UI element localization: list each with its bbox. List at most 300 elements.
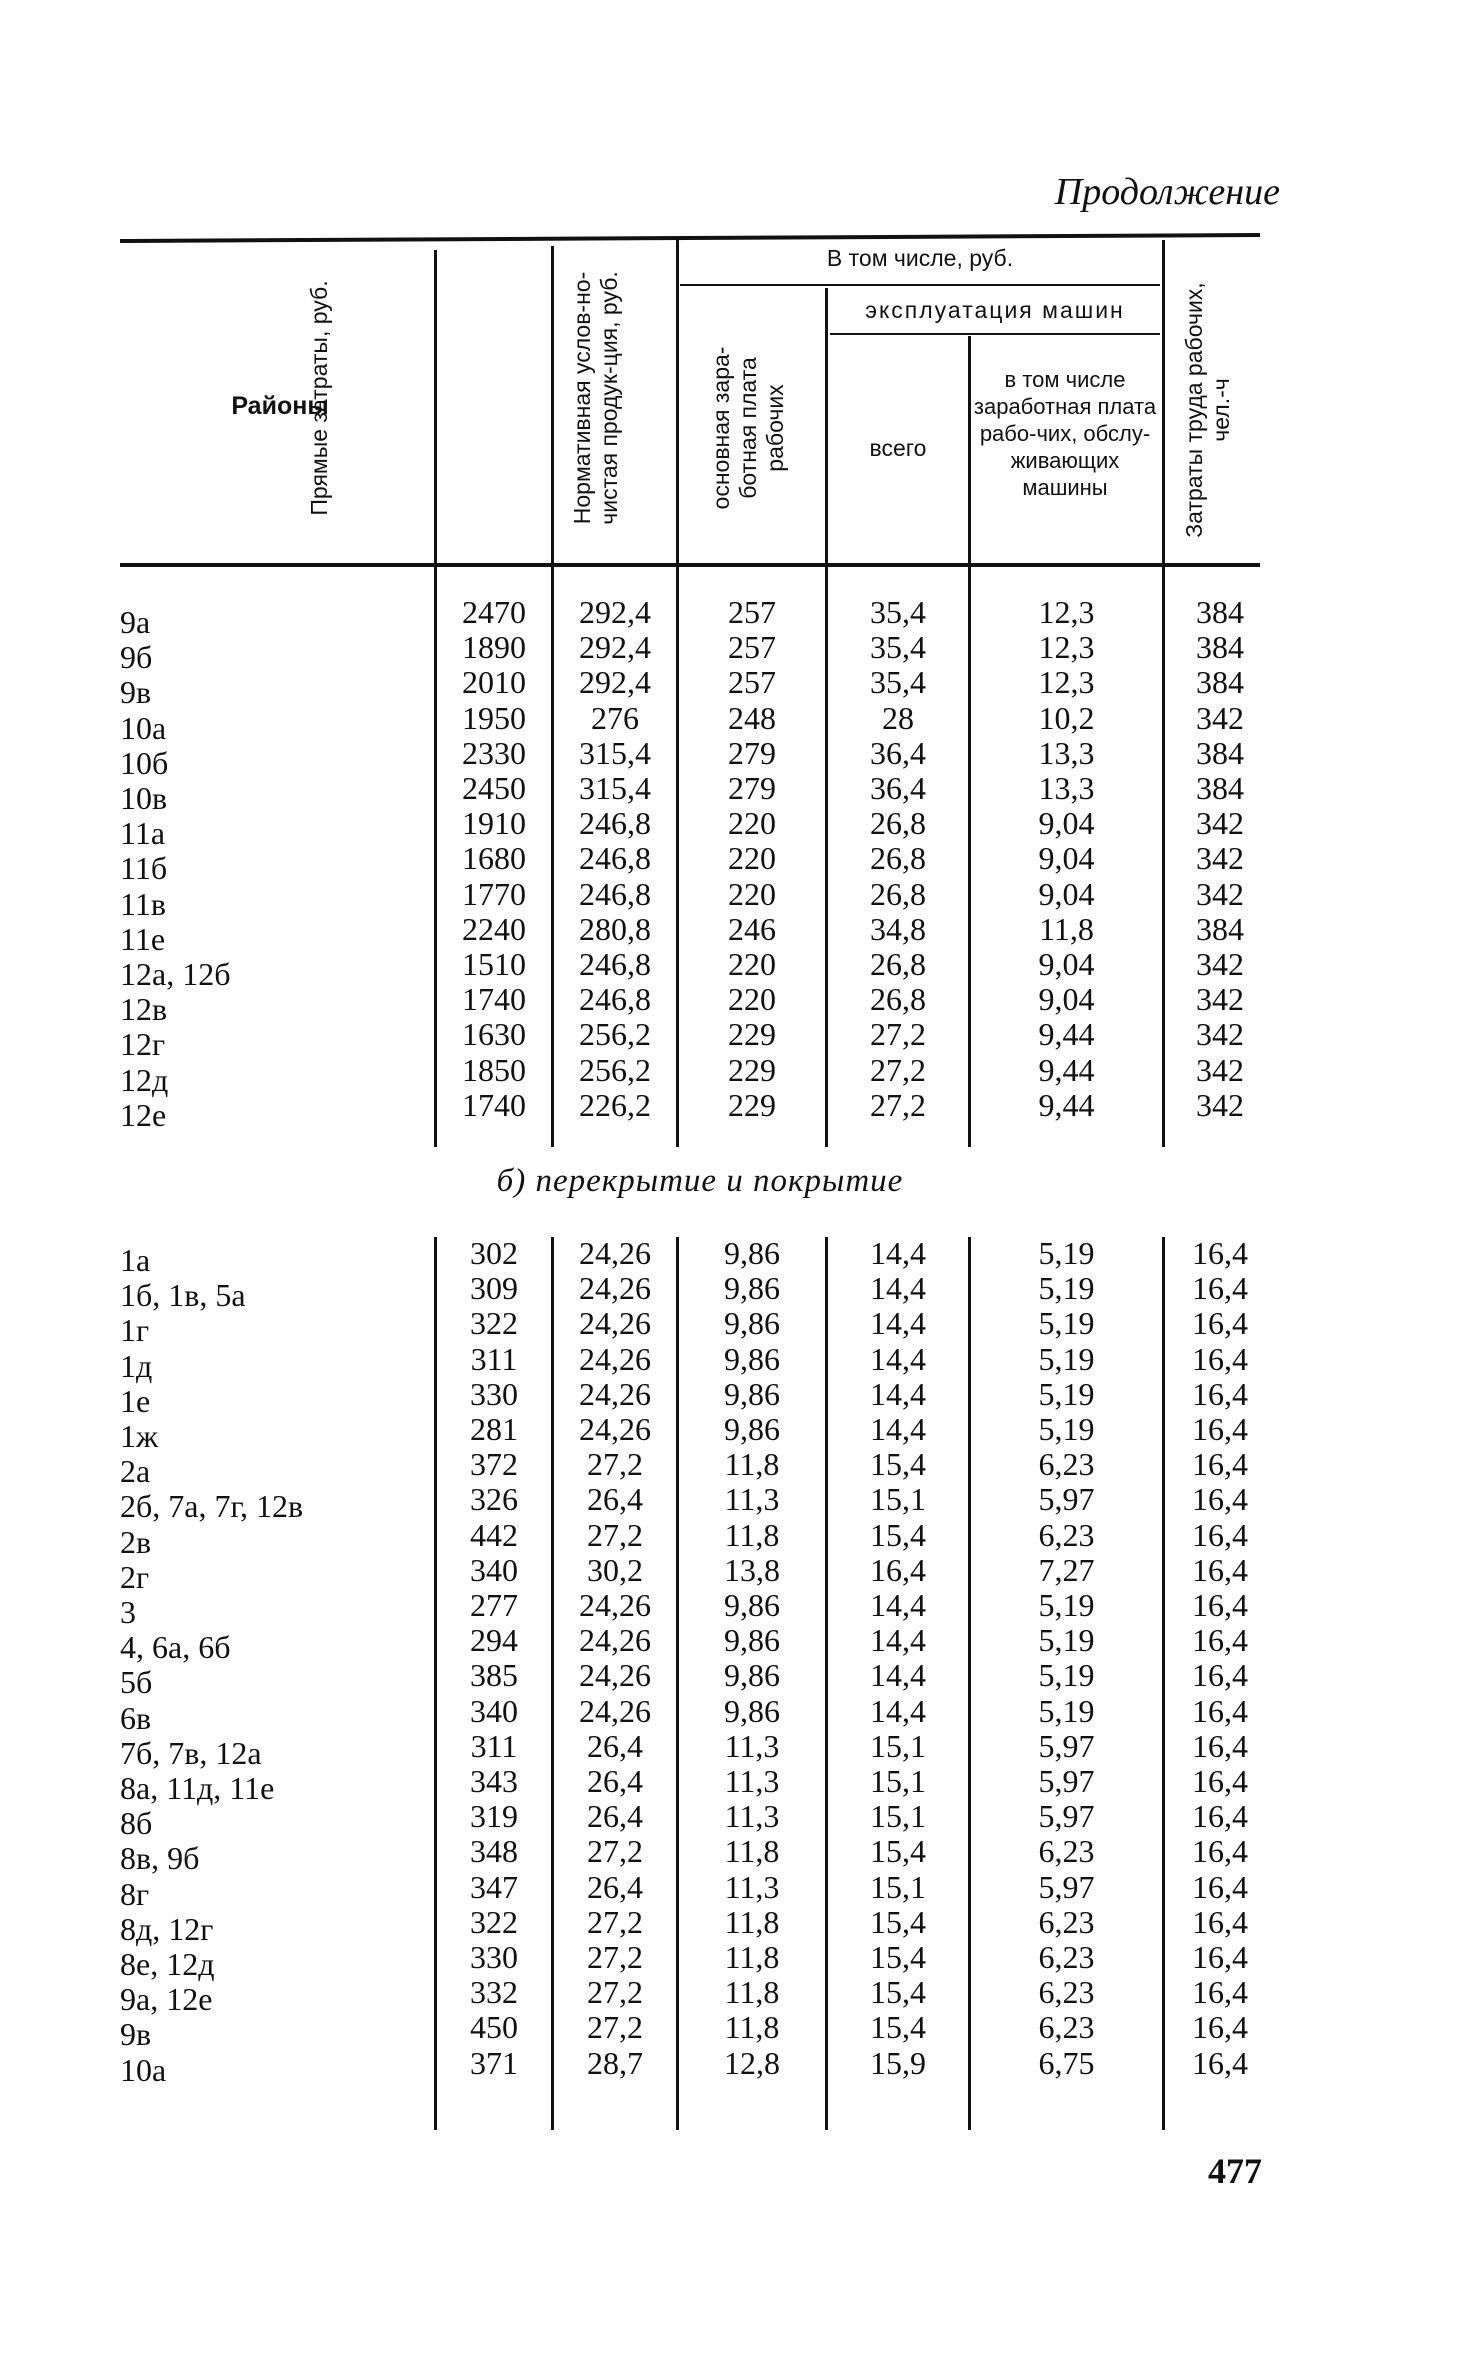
b-row-17-base-wage: 11,3 [724, 1798, 780, 1835]
header-vrule-1 [434, 250, 437, 563]
b-row-3-machine-wage: 5,19 [1038, 1305, 1095, 1342]
b-row-18-machine-wage: 6,23 [1038, 1833, 1095, 1870]
page-number: 477 [1208, 2151, 1262, 2191]
a-row-7-base-wage: 220 [728, 805, 776, 842]
b-row-18-direct-costs: 348 [470, 1833, 518, 1870]
a-row-11-machine-total: 26,8 [870, 946, 926, 983]
a-row-5-direct-costs: 2330 [462, 734, 526, 771]
b-row-16-machine-wage: 5,97 [1038, 1763, 1095, 1800]
b-row-10-normative-output: 30,2 [587, 1551, 643, 1588]
a-row-6-region: 10в [120, 780, 168, 817]
a-row-8-direct-costs: 1680 [462, 840, 526, 877]
b-row-8-machine-wage: 5,97 [1038, 1481, 1095, 1518]
a-row-4-base-wage: 248 [728, 699, 776, 736]
b-row-19-machine-wage: 5,97 [1038, 1868, 1095, 1905]
a-row-13-region: 12г [120, 1026, 166, 1063]
b-row-8-machine-total: 15,1 [870, 1481, 926, 1518]
b-row-6-normative-output: 24,26 [579, 1411, 651, 1448]
b-row-4-machine-wage: 5,19 [1038, 1340, 1095, 1377]
a-row-8-machine-wage: 9,04 [1038, 840, 1095, 877]
b-row-1-machine-wage: 5,19 [1038, 1235, 1095, 1271]
b-row-9-region: 2в [120, 1523, 152, 1560]
b-row-12-normative-output: 24,26 [579, 1622, 651, 1659]
b-row-19-base-wage: 11,3 [724, 1868, 780, 1905]
a-row-12-normative-output: 246,8 [579, 981, 651, 1018]
b-row-24-region: 10а [120, 2051, 167, 2088]
b-row-18-region: 8в, 9б [120, 1840, 200, 1877]
b-row-9-normative-output: 27,2 [587, 1516, 643, 1553]
b-row-11-region: 3 [120, 1594, 136, 1631]
b-row-9-labor: 16,4 [1192, 1516, 1248, 1553]
a-row-7-machine-total: 26,8 [870, 805, 926, 842]
b-row-22-base-wage: 11,8 [724, 1974, 780, 2011]
b-row-15-labor: 16,4 [1192, 1727, 1248, 1764]
b-row-7-machine-wage: 6,23 [1038, 1446, 1095, 1483]
a-row-4-machine-total: 28 [882, 699, 914, 736]
b-row-7-region: 2а [120, 1453, 151, 1490]
a-row-14-normative-output: 256,2 [579, 1051, 651, 1088]
a-row-4-labor: 342 [1196, 699, 1244, 736]
a-row-2-normative-output: 292,4 [579, 629, 651, 666]
a-row-10-direct-costs: 2240 [462, 910, 526, 947]
b-row-6-labor: 16,4 [1192, 1411, 1248, 1448]
a-row-15-base-wage: 229 [728, 1086, 776, 1123]
a-row-11-direct-costs: 1510 [462, 946, 526, 983]
b-row-17-labor: 16,4 [1192, 1798, 1248, 1835]
b-row-2-machine-wage: 5,19 [1038, 1270, 1095, 1307]
b-row-2-region: 1б, 1в, 5а [120, 1277, 246, 1314]
a-row-13-machine-total: 27,2 [870, 1016, 926, 1053]
header-incl-wage: в том числе заработная плата рабо-чих, обслу-живающих машины [973, 367, 1157, 500]
a-row-8-base-wage: 220 [728, 840, 776, 877]
a-row-7-labor: 342 [1196, 805, 1244, 842]
b-row-21-machine-total: 15,4 [870, 1939, 926, 1976]
b-row-12-labor: 16,4 [1192, 1622, 1248, 1659]
header-normative-output: Нормативная услов-но-чистая продук-ция, руб. [569, 271, 622, 525]
b-normative-output-column [554, 1236, 676, 2081]
a-row-2-machine-total: 35,4 [870, 629, 926, 666]
b-row-13-machine-total: 14,4 [870, 1657, 926, 1694]
b-row-5-region: 1е [120, 1382, 151, 1419]
b-row-20-machine-total: 15,4 [870, 1903, 926, 1940]
b-row-22-labor: 16,4 [1192, 1974, 1248, 2011]
b-row-7-base-wage: 11,8 [724, 1446, 780, 1483]
b-row-10-region: 2г [120, 1558, 150, 1595]
b-row-18-base-wage: 11,8 [724, 1833, 780, 1870]
a-row-12-labor: 342 [1196, 981, 1244, 1018]
b-row-21-machine-wage: 6,23 [1038, 1939, 1095, 1976]
a-row-4-region: 10а [120, 709, 167, 746]
b-row-7-direct-costs: 372 [470, 1446, 518, 1483]
b-row-4-labor: 16,4 [1192, 1340, 1248, 1377]
a-row-5-region: 10б [120, 744, 169, 781]
b-base-wage-column [679, 1236, 825, 2081]
b-row-24-machine-total: 15,9 [870, 2044, 926, 2081]
b-row-5-normative-output: 24,26 [579, 1375, 651, 1412]
a-row-1-base-wage: 257 [728, 594, 776, 630]
b-row-8-region: 2б, 7а, 7г, 12в [120, 1488, 304, 1525]
a-row-2-labor: 384 [1196, 629, 1244, 666]
a-row-9-normative-output: 246,8 [579, 875, 651, 912]
b-row-15-machine-wage: 5,97 [1038, 1727, 1095, 1764]
b-row-19-direct-costs: 347 [470, 1868, 518, 1905]
b-row-11-normative-output: 24,26 [579, 1587, 651, 1624]
b-row-9-base-wage: 11,8 [724, 1516, 780, 1553]
b-row-12-region: 4, 6а, 6б [120, 1629, 231, 1666]
b-row-19-labor: 16,4 [1192, 1868, 1248, 1905]
a-region-column [120, 605, 430, 1133]
b-row-11-direct-costs: 277 [470, 1587, 518, 1624]
b-row-21-base-wage: 11,8 [724, 1939, 780, 1976]
b-row-17-machine-total: 15,1 [870, 1798, 926, 1835]
a-row-4-direct-costs: 1950 [462, 699, 526, 736]
b-row-12-machine-wage: 5,19 [1038, 1622, 1095, 1659]
b-row-3-labor: 16,4 [1192, 1305, 1248, 1342]
a-row-15-machine-total: 27,2 [870, 1086, 926, 1123]
a-row-6-machine-total: 36,4 [870, 770, 926, 807]
b-row-17-normative-output: 26,4 [587, 1798, 643, 1835]
b-row-6-direct-costs: 281 [470, 1411, 518, 1448]
a-row-14-machine-wage: 9,44 [1038, 1051, 1095, 1088]
a-row-9-machine-total: 26,8 [870, 875, 926, 912]
a-row-1-machine-wage: 12,3 [1038, 594, 1095, 630]
b-row-13-labor: 16,4 [1192, 1657, 1248, 1694]
b-row-1-normative-output: 24,26 [579, 1235, 651, 1271]
b-row-15-machine-total: 15,1 [870, 1727, 926, 1764]
a-row-1-labor: 384 [1196, 594, 1244, 630]
b-row-13-normative-output: 24,26 [579, 1657, 651, 1694]
b-row-11-base-wage: 9,86 [724, 1587, 780, 1624]
b-row-8-labor: 16,4 [1192, 1481, 1248, 1518]
a-row-11-labor: 342 [1196, 946, 1244, 983]
b-row-2-direct-costs: 309 [470, 1270, 518, 1307]
a-row-15-labor: 342 [1196, 1086, 1244, 1123]
a-row-6-base-wage: 279 [728, 770, 776, 807]
b-row-15-normative-output: 26,4 [587, 1727, 643, 1764]
a-row-12-machine-wage: 9,04 [1038, 981, 1095, 1018]
a-row-15-direct-costs: 1740 [462, 1086, 526, 1123]
b-region-column [120, 1243, 430, 2088]
b-labor-column [1165, 1236, 1275, 2081]
b-row-9-machine-total: 15,4 [870, 1516, 926, 1553]
b-row-16-normative-output: 26,4 [587, 1763, 643, 1800]
b-row-18-machine-total: 15,4 [870, 1833, 926, 1870]
a-row-12-machine-total: 26,8 [870, 981, 926, 1018]
a-row-5-machine-wage: 13,3 [1038, 734, 1095, 771]
b-row-20-direct-costs: 322 [470, 1903, 518, 1940]
b-row-1-machine-total: 14,4 [870, 1235, 926, 1271]
a-row-3-machine-wage: 12,3 [1038, 664, 1095, 701]
b-row-8-direct-costs: 326 [470, 1481, 518, 1518]
a-row-13-machine-wage: 9,44 [1038, 1016, 1095, 1053]
b-row-8-base-wage: 11,3 [724, 1481, 780, 1518]
b-row-24-direct-costs: 371 [470, 2044, 518, 2081]
b-row-1-direct-costs: 302 [470, 1235, 518, 1271]
header-regions: Районы [231, 392, 329, 420]
b-row-21-direct-costs: 330 [470, 1939, 518, 1976]
b-row-4-region: 1д [120, 1347, 153, 1384]
b-row-6-machine-wage: 5,19 [1038, 1411, 1095, 1448]
a-row-2-direct-costs: 1890 [462, 629, 526, 666]
header-vrule-6 [1162, 240, 1165, 563]
a-row-14-machine-total: 27,2 [870, 1051, 926, 1088]
a-row-2-region: 9б [120, 639, 153, 676]
a-row-14-base-wage: 229 [728, 1051, 776, 1088]
b-row-15-direct-costs: 311 [470, 1727, 518, 1764]
a-row-14-direct-costs: 1850 [462, 1051, 526, 1088]
b-row-18-normative-output: 27,2 [587, 1833, 643, 1870]
b-row-14-labor: 16,4 [1192, 1692, 1248, 1729]
b-row-17-direct-costs: 319 [470, 1798, 518, 1835]
b-row-7-labor: 16,4 [1192, 1446, 1248, 1483]
b-row-12-machine-total: 14,4 [870, 1622, 926, 1659]
b-row-8-normative-output: 26,4 [587, 1481, 643, 1518]
header-machine-op: эксплуатация машин [865, 297, 1125, 323]
b-row-3-direct-costs: 322 [470, 1305, 518, 1342]
b-row-23-normative-output: 27,2 [587, 2009, 643, 2046]
b-row-22-machine-total: 15,4 [870, 1974, 926, 2011]
a-row-3-region: 9в [120, 674, 152, 711]
b-row-21-labor: 16,4 [1192, 1939, 1248, 1976]
a-row-14-region: 12д [120, 1061, 169, 1098]
b-row-11-machine-wage: 5,19 [1038, 1587, 1095, 1624]
a-row-12-region: 12в [120, 991, 168, 1028]
a-row-11-region: 12а, 12б [120, 956, 231, 993]
a-row-9-base-wage: 220 [728, 875, 776, 912]
b-row-9-machine-wage: 6,23 [1038, 1516, 1095, 1553]
b-row-14-machine-wage: 5,19 [1038, 1692, 1095, 1729]
a-row-15-machine-wage: 9,44 [1038, 1086, 1095, 1123]
a-row-3-labor: 384 [1196, 664, 1244, 701]
b-row-13-region: 5б [120, 1664, 153, 1701]
a-row-8-machine-total: 26,8 [870, 840, 926, 877]
a-row-5-normative-output: 315,4 [579, 734, 651, 771]
b-row-5-machine-wage: 5,19 [1038, 1375, 1095, 1412]
b-row-20-labor: 16,4 [1192, 1903, 1248, 1940]
b-row-23-labor: 16,4 [1192, 2009, 1248, 2046]
machine-op-underline [830, 333, 1160, 335]
a-row-9-region: 11в [120, 885, 166, 922]
b-row-23-base-wage: 11,8 [724, 2009, 780, 2046]
b-row-2-normative-output: 24,26 [579, 1270, 651, 1307]
b-direct-costs-column [437, 1236, 551, 2081]
b-row-2-labor: 16,4 [1192, 1270, 1248, 1307]
a-row-12-direct-costs: 1740 [462, 981, 526, 1018]
b-row-16-region: 8а, 11д, 11е [120, 1770, 275, 1807]
a-row-2-base-wage: 257 [728, 629, 776, 666]
a-machine-total-column [828, 595, 968, 1123]
b-row-7-machine-total: 15,4 [870, 1446, 926, 1483]
a-row-13-labor: 342 [1196, 1016, 1244, 1053]
a-row-4-machine-wage: 10,2 [1038, 699, 1095, 736]
b-row-20-normative-output: 27,2 [587, 1903, 643, 1940]
b-row-20-machine-wage: 6,23 [1038, 1903, 1095, 1940]
b-row-4-normative-output: 24,26 [579, 1340, 651, 1377]
header-incl: В том числе, руб. [826, 245, 1014, 271]
a-row-5-base-wage: 279 [728, 734, 776, 771]
a-row-8-normative-output: 246,8 [579, 840, 651, 877]
b-row-24-machine-wage: 6,75 [1038, 2044, 1095, 2081]
a-row-10-normative-output: 280,8 [579, 910, 651, 947]
b-row-19-region: 8г [120, 1875, 150, 1912]
a-row-1-normative-output: 292,4 [579, 594, 651, 630]
header-direct-costs: Прямые затраты, руб. [306, 280, 332, 516]
b-row-21-region: 8е, 12д [120, 1946, 215, 1983]
b-row-4-direct-costs: 311 [470, 1340, 518, 1377]
a-labor-column [1165, 595, 1275, 1123]
a-row-9-labor: 342 [1196, 875, 1244, 912]
a-row-10-machine-wage: 11,8 [1039, 910, 1094, 947]
a-row-3-machine-total: 35,4 [870, 664, 926, 701]
b-row-5-machine-total: 14,4 [870, 1375, 926, 1412]
b-row-12-base-wage: 9,86 [724, 1622, 780, 1659]
header-vrule-5 [968, 336, 971, 563]
a-row-9-machine-wage: 9,04 [1038, 875, 1095, 912]
a-row-10-machine-total: 34,8 [870, 910, 926, 947]
a-row-3-normative-output: 292,4 [579, 664, 651, 701]
b-row-9-direct-costs: 442 [470, 1516, 518, 1553]
b-row-1-base-wage: 9,86 [724, 1235, 780, 1271]
b-row-5-direct-costs: 330 [470, 1375, 518, 1412]
b-row-23-machine-total: 15,4 [870, 2009, 926, 2046]
incl-underline [680, 284, 1160, 286]
b-row-3-region: 1г [120, 1312, 150, 1349]
b-row-3-base-wage: 9,86 [724, 1305, 780, 1342]
b-row-3-normative-output: 24,26 [579, 1305, 651, 1342]
b-row-22-normative-output: 27,2 [587, 1974, 643, 2011]
b-row-4-base-wage: 9,86 [724, 1340, 780, 1377]
b-row-3-machine-total: 14,4 [870, 1305, 926, 1342]
b-row-17-region: 8б [120, 1805, 153, 1842]
b-row-11-labor: 16,4 [1192, 1587, 1248, 1624]
a-row-10-base-wage: 246 [728, 910, 776, 947]
b-row-18-labor: 16,4 [1192, 1833, 1248, 1870]
a-base-wage-column [679, 595, 825, 1123]
b-row-23-direct-costs: 450 [470, 2009, 518, 2046]
a-row-11-base-wage: 220 [728, 946, 776, 983]
a-row-9-direct-costs: 1770 [462, 875, 526, 912]
a-row-1-machine-total: 35,4 [870, 594, 926, 630]
header-vrule-4 [825, 288, 828, 563]
a-row-13-base-wage: 229 [728, 1016, 776, 1053]
a-row-14-labor: 342 [1196, 1051, 1244, 1088]
header-vrule-3 [676, 238, 679, 563]
b-row-10-machine-total: 16,4 [870, 1551, 926, 1588]
a-direct-costs-column [437, 595, 551, 1123]
b-row-14-direct-costs: 340 [470, 1692, 518, 1729]
a-row-15-region: 12е [120, 1096, 167, 1133]
a-row-4-normative-output: 276 [591, 699, 639, 736]
a-row-7-direct-costs: 1910 [462, 805, 526, 842]
b-row-19-machine-total: 15,1 [870, 1868, 926, 1905]
b-machine-wage-column [971, 1236, 1162, 2081]
b-row-13-base-wage: 9,86 [724, 1657, 780, 1694]
b-row-11-machine-total: 14,4 [870, 1587, 926, 1624]
b-row-17-machine-wage: 5,97 [1038, 1798, 1095, 1835]
header-total: всего [869, 435, 927, 461]
b-row-10-base-wage: 13,8 [724, 1551, 780, 1588]
b-row-20-region: 8д, 12г [120, 1910, 214, 1947]
b-row-16-base-wage: 11,3 [724, 1763, 780, 1800]
header-labor: Затраты труда рабочих, чел.-ч [1181, 282, 1234, 538]
a-row-7-region: 11а [120, 815, 166, 852]
a-row-1-region: 9а [120, 604, 151, 640]
a-row-11-normative-output: 246,8 [579, 946, 651, 983]
a-row-12-base-wage: 220 [728, 981, 776, 1018]
a-row-6-labor: 384 [1196, 770, 1244, 807]
b-row-16-direct-costs: 343 [470, 1763, 518, 1800]
b-row-10-labor: 16,4 [1192, 1551, 1248, 1588]
b-row-16-labor: 16,4 [1192, 1763, 1248, 1800]
b-row-24-base-wage: 12,8 [724, 2044, 780, 2081]
a-machine-wage-column [971, 595, 1162, 1123]
a-row-5-labor: 384 [1196, 734, 1244, 771]
a-row-6-normative-output: 315,4 [579, 770, 651, 807]
b-row-7-normative-output: 27,2 [587, 1446, 643, 1483]
a-row-1-direct-costs: 2470 [462, 594, 526, 630]
a-row-8-labor: 342 [1196, 840, 1244, 877]
b-row-14-normative-output: 24,26 [579, 1692, 651, 1729]
a-normative-output-column [554, 595, 676, 1123]
b-row-12-direct-costs: 294 [470, 1622, 518, 1659]
b-row-20-base-wage: 11,8 [724, 1903, 780, 1940]
a-row-6-machine-wage: 13,3 [1038, 770, 1095, 807]
a-row-7-machine-wage: 9,04 [1038, 805, 1095, 842]
b-row-2-base-wage: 9,86 [724, 1270, 780, 1307]
b-row-15-region: 7б, 7в, 12а [120, 1734, 262, 1771]
a-row-10-region: 11е [120, 920, 166, 957]
b-row-22-direct-costs: 332 [470, 1974, 518, 2011]
b-row-24-normative-output: 28,7 [587, 2044, 643, 2081]
b-row-22-machine-wage: 6,23 [1038, 1974, 1095, 2011]
b-row-13-direct-costs: 385 [470, 1657, 518, 1694]
b-row-16-machine-total: 15,1 [870, 1763, 926, 1800]
b-row-21-normative-output: 27,2 [587, 1939, 643, 1976]
table-header-bottom-rule [120, 563, 1260, 567]
b-row-15-base-wage: 11,3 [724, 1727, 780, 1764]
b-row-6-machine-total: 14,4 [870, 1411, 926, 1448]
b-row-4-machine-total: 14,4 [870, 1340, 926, 1377]
a-row-3-base-wage: 257 [728, 664, 776, 701]
b-row-14-machine-total: 14,4 [870, 1692, 926, 1729]
a-row-13-normative-output: 256,2 [579, 1016, 651, 1053]
a-row-8-region: 11б [120, 850, 168, 887]
a-row-13-direct-costs: 1630 [462, 1016, 526, 1053]
a-row-2-machine-wage: 12,3 [1038, 629, 1095, 666]
table-top-rule [120, 233, 1260, 243]
b-row-6-base-wage: 9,86 [724, 1411, 780, 1448]
a-row-6-direct-costs: 2450 [462, 770, 526, 807]
a-row-15-normative-output: 226,2 [579, 1086, 651, 1123]
b-row-13-machine-wage: 5,19 [1038, 1657, 1095, 1694]
b-row-1-labor: 16,4 [1192, 1235, 1248, 1271]
b-row-14-region: 6в [120, 1699, 152, 1736]
b-row-6-region: 1ж [120, 1418, 159, 1455]
b-row-19-normative-output: 26,4 [587, 1868, 643, 1905]
continuation-label: Продолжение [1054, 171, 1280, 213]
header-base-wage: основная зара-ботная плата рабочих [708, 346, 788, 510]
b-machine-total-column [828, 1236, 968, 2081]
a-row-3-direct-costs: 2010 [462, 664, 526, 701]
b-row-23-machine-wage: 6,23 [1038, 2009, 1095, 2046]
a-row-5-machine-total: 36,4 [870, 734, 926, 771]
header-vrule-2 [551, 246, 554, 563]
b-row-5-labor: 16,4 [1192, 1375, 1248, 1412]
a-row-7-normative-output: 246,8 [579, 805, 651, 842]
b-row-22-region: 9а, 12е [120, 1981, 213, 2018]
b-row-14-base-wage: 9,86 [724, 1692, 780, 1729]
a-row-10-labor: 384 [1196, 910, 1244, 947]
